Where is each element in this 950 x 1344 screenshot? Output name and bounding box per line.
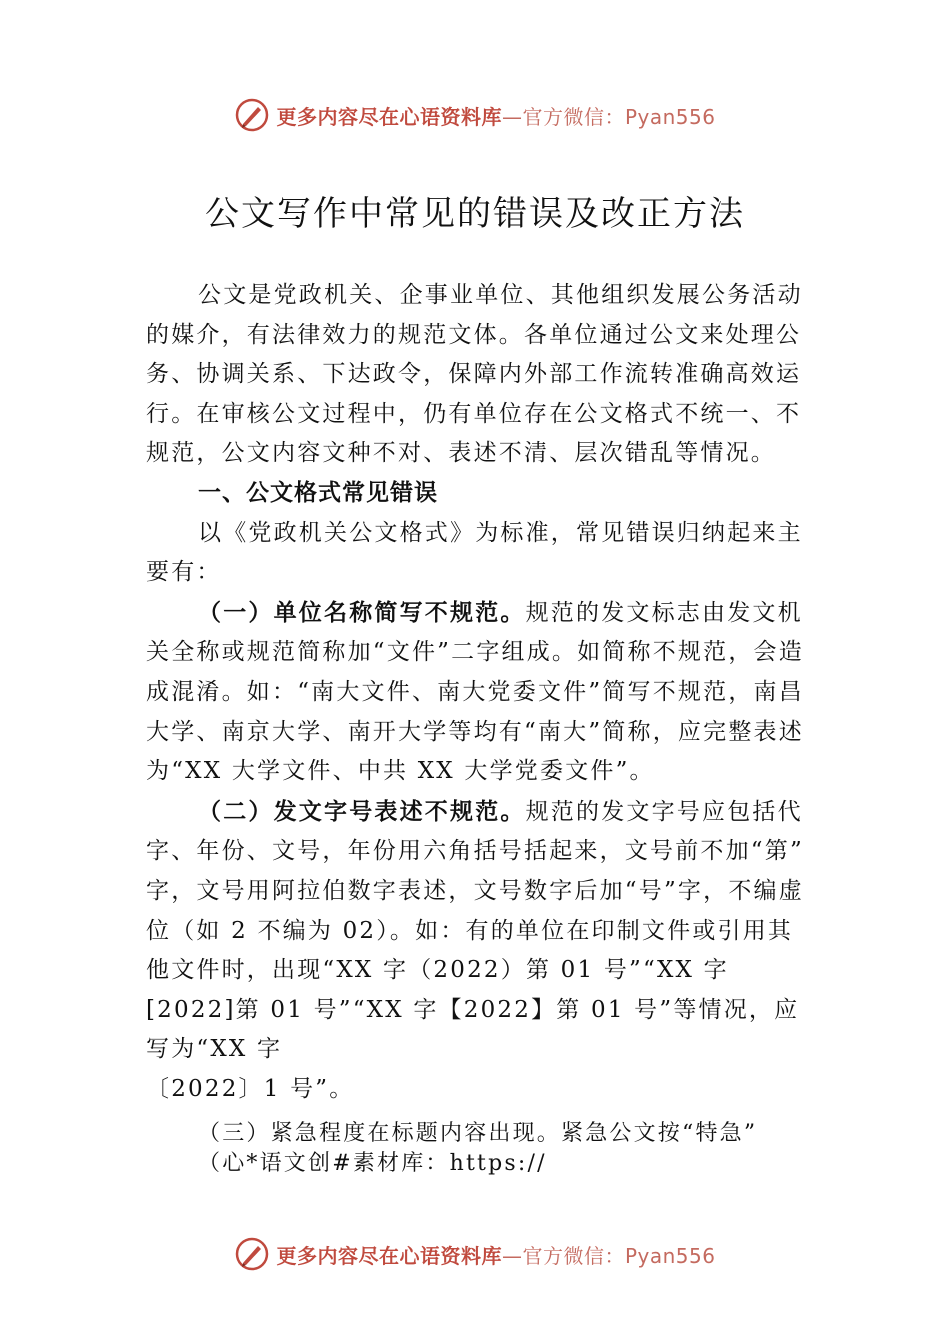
item-1-heading: （一）单位名称简写不规范。 bbox=[198, 598, 526, 626]
document-body bbox=[146, 276, 810, 1179]
item-1-body: 规范的发文标志由发文机关全称或规范简称加“文件”二字组成。如简称不规范，会造成混淆。如：“南大文件、南大党委文件”简写不规范，南昌大学、南京大学、南开大学等均有“南大”简称，应完整表述为“XX 大学文件、中共 XX 大学党委文件”。 bbox=[146, 599, 804, 785]
document-title: 公文写作中常见的错误及改正方法 bbox=[205, 194, 745, 234]
item-2-heading: （二）发文字号表述不规范。 bbox=[198, 797, 526, 825]
watermark-text: 更多内容尽在心语资料库—官方微信：Pyan556 bbox=[276, 1243, 716, 1268]
footer-watermark bbox=[0, 1232, 950, 1276]
intro-paragraph: 公文是党政机关、企事业单位、其他组织发展公务活动的媒介，有法律效力的规范文体。各单位通过公文来处理公务、协调关系、下达政令，保障内外部工作流转准确高效运行。在审核公文过程中，仍有单位存在公文格式不统一、不规范，公文内容文种不对、表述不清、层次错乱等情况。 bbox=[146, 282, 803, 467]
section-heading: 一、公文格式常见错误 bbox=[198, 479, 438, 506]
item-2-tail: 〔2022〕1 号”。 bbox=[146, 1075, 355, 1102]
section-intro-paragraph: 以《党政机关公文格式》为标准，常见错误归纳起来主要有： bbox=[146, 519, 803, 586]
pen-circle-logo-icon bbox=[234, 1236, 270, 1272]
item-1-paragraph bbox=[146, 593, 810, 792]
pen-circle-logo-icon bbox=[234, 97, 270, 133]
item-3-line-1: （三）紧急程度在标题内容出现。紧急公文按“特急” bbox=[198, 1121, 758, 1147]
item-2-paragraph bbox=[146, 792, 810, 1070]
item-2-body: 规范的发文字号应包括代字、年份、文号，年份用六角括号括起来，文号前不加“第” 字，文号用阿拉伯数字表述，文号数字后加“号”字，不编虚位（如 2 不编为 02）。如：有的单位在印制文件或引用其他文件时，出现“XX 字（2022）第 01 号”“XX 字[2022]第 01 号”“XX 字【2022】第 01 号”等情况，应写为“XX 字 bbox=[146, 798, 804, 1063]
header-watermark bbox=[0, 93, 950, 137]
watermark-text: 更多内容尽在心语资料库—官方微信：Pyan556 bbox=[276, 104, 716, 129]
item-3-line-2: （心*语文创#素材库：https:// bbox=[198, 1151, 547, 1177]
